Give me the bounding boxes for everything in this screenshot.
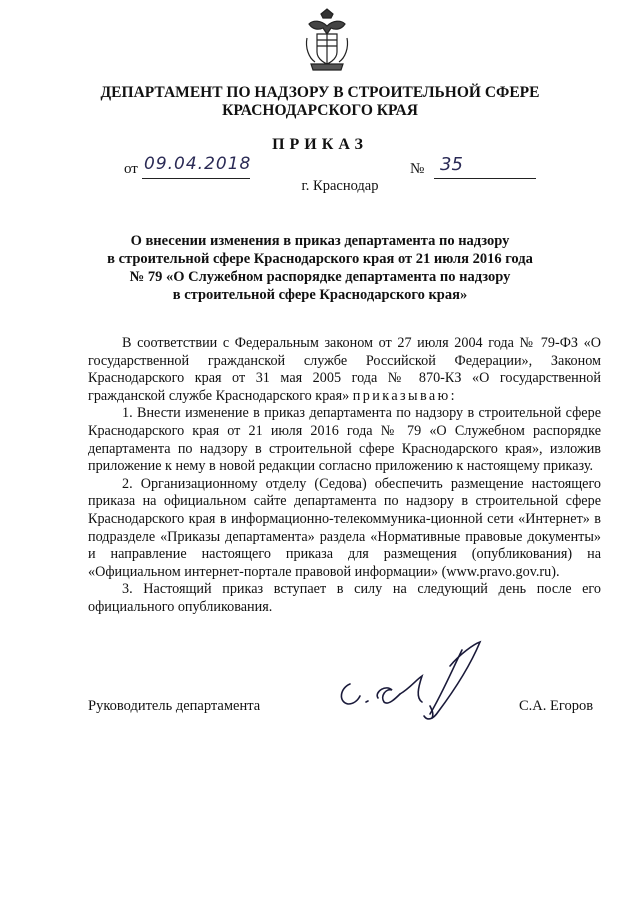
document-subject xyxy=(0,232,640,304)
subject-line: О внесении изменения в приказ департамента по надзору xyxy=(130,233,510,249)
department-name-line1: ДЕПАРТАМЕНТ ПО НАДЗОРУ В СТРОИТЕЛЬНОЙ СФЕРЕ xyxy=(100,84,540,101)
preamble-text: В соответствии с Федеральным законом от 27 июля 2004 года № 79-ФЗ «О государственной гражданской службе Российской Федерации», Законом Краснодарского края от 31 мая 2005 года № 870-КЗ «О государственной гражданской службе Краснодарского края» xyxy=(88,335,601,404)
item-1-paragraph: 1. Внести изменение в приказ департамента по надзору в строительной сфере Краснодарского края от 21 июля 2016 года № 79 «О Служебном распорядке департамента по надзору в строительной сфере Краснодарского края», изложив приложение к нему в новой редакции согласно приложению к настоящему приказу. xyxy=(88,405,601,475)
item-3-paragraph: 3. Настоящий приказ вступает в силу на следующий день после его официального опубликования. xyxy=(88,581,601,615)
item-2-paragraph: 2. Организационному отделу (Седова) обеспечить размещение настоящего приказа на официальном сайте департамента по надзору в строительной сфере Краснодарского края в информационно-телекоммуника-ционной сети «Интернет» в подразделе «Приказы департамента» раздела «Нормативные правовые документы» и направление настоящего приказа для размещения (опубликования) на «Официальном интернет-портале правовой информации» (www.pravo.gov.ru). xyxy=(88,475,601,580)
city-line: г. Краснодар xyxy=(301,178,379,194)
number-value: 35 xyxy=(434,154,536,179)
document-title: ПРИКАЗ xyxy=(272,136,368,153)
department-name-line2: КРАСНОДАРСКОГО КРАЯ xyxy=(222,102,418,119)
subject-line: в строительной сфере Краснодарского края» xyxy=(172,287,468,303)
order-word: приказываю: xyxy=(352,387,457,404)
signatory-position: Руководитель департамента xyxy=(88,698,261,714)
handwritten-signature xyxy=(330,636,500,726)
subject-line: № 79 «О Служебном распорядке департамента по надзору xyxy=(129,269,511,285)
preamble-paragraph xyxy=(88,335,601,405)
coat-of-arms-icon xyxy=(301,8,353,72)
subject-line: в строительной сфере Краснодарского края от 21 июля 2016 года xyxy=(107,251,533,267)
document-body xyxy=(88,335,601,617)
date-label: от xyxy=(124,161,138,177)
signatory-name: С.А. Егоров xyxy=(519,698,594,714)
number-label: № xyxy=(410,161,425,177)
date-value: 09.04.2018 xyxy=(142,154,250,179)
